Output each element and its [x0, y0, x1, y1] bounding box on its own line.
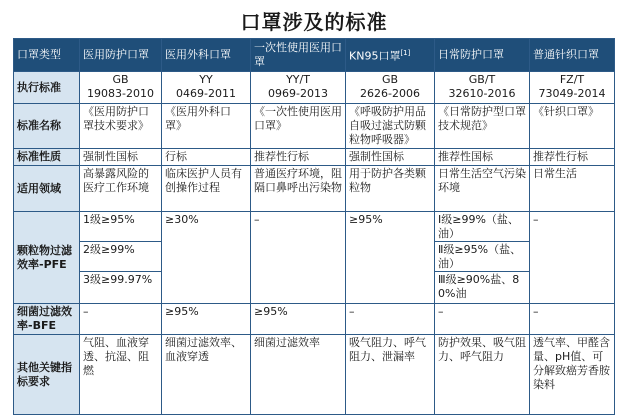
pfe-grade-1: Ⅰ级≥99%（盐、油） — [435, 212, 529, 242]
row-label-standard: 执行标准 — [14, 72, 80, 104]
header-row — [14, 39, 615, 72]
cell-nature: 推荐性国标 — [435, 149, 530, 166]
cell-pfe-grades — [435, 212, 530, 304]
pfe-grade-3: 3级≥99.97% — [83, 273, 153, 286]
cell-bfe: – — [435, 304, 530, 335]
cell-name: 《日常防护型口罩技术规范》 — [435, 104, 530, 149]
cell-other: 防护效果、吸气阻力、呼气阻力 — [435, 335, 530, 415]
cell-standard: GB/T 32610-2016 — [435, 72, 530, 104]
cell-standard: YY 0469-2011 — [162, 72, 251, 104]
row-name — [14, 104, 615, 149]
row-nature — [14, 149, 615, 166]
header-surgical: 医用外科口罩 — [162, 39, 251, 72]
cell-other: 细菌过滤效率、血液穿透 — [162, 335, 251, 415]
cell-other: 气阻、血液穿透、抗湿、阻燃 — [80, 335, 162, 415]
header-kn95 — [346, 39, 435, 72]
cell-bfe: – — [530, 304, 615, 335]
standards-table — [13, 38, 615, 415]
cell-standard: YY/T 0969-2013 — [251, 72, 346, 104]
header-disposable-medical: 一次性使用医用口罩 — [251, 39, 346, 72]
row-pfe — [14, 212, 615, 304]
pfe-grade-2: 2级≥99% — [80, 242, 161, 272]
header-kn95-label: KN95口罩 — [349, 49, 401, 63]
cell-nature: 强制性国标 — [346, 149, 435, 166]
pfe-grade-3: Ⅲ级≥90%盐、80%油 — [438, 273, 520, 300]
cell-pfe: – — [530, 212, 615, 304]
cell-bfe: – — [346, 304, 435, 335]
cell-other: 细菌过滤效率 — [251, 335, 346, 415]
cell-bfe: ≥95% — [162, 304, 251, 335]
header-mask-type: 口罩类型 — [14, 39, 80, 72]
header-medical-protective: 医用防护口罩 — [80, 39, 162, 72]
cell-pfe: – — [251, 212, 346, 304]
cell-name: 《医用外科口罩》 — [162, 104, 251, 149]
cell-field: 普通医疗环境，阻隔口鼻呼出污染物 — [251, 166, 346, 212]
cell-field: 日常生活 — [530, 166, 615, 212]
pfe-grade-2: Ⅱ级≥95%（盐、油） — [435, 242, 529, 272]
pfe-grade-1: 1级≥95% — [80, 212, 161, 242]
row-label-nature: 标准性质 — [14, 149, 80, 166]
cell-pfe: ≥30% — [162, 212, 251, 304]
cell-nature: 推荐性行标 — [251, 149, 346, 166]
page-title: 口罩涉及的标准 — [240, 10, 388, 34]
row-bfe — [14, 304, 615, 335]
cell-bfe: ≥95% — [251, 304, 346, 335]
cell-standard: GB 2626-2006 — [346, 72, 435, 104]
cell-name: 《一次性使用医用口罩》 — [251, 104, 346, 149]
header-kn95-footnote: [1] — [400, 49, 411, 58]
cell-field: 高暴露风险的医疗工作环境 — [80, 166, 162, 212]
cell-standard: FZ/T 73049-2014 — [530, 72, 615, 104]
cell-field: 日常生活空气污染环境 — [435, 166, 530, 212]
cell-name: 《针织口罩》 — [530, 104, 615, 149]
cell-field: 用于防护各类颗粒物 — [346, 166, 435, 212]
cell-nature: 推荐性行标 — [530, 149, 615, 166]
cell-field: 临床医护人员有创操作过程 — [162, 166, 251, 212]
cell-nature: 行标 — [162, 149, 251, 166]
row-field — [14, 166, 615, 212]
row-label-name: 标准名称 — [14, 104, 80, 149]
cell-other: 吸气阻力、呼气阻力、泄漏率 — [346, 335, 435, 415]
cell-nature: 强制性国标 — [80, 149, 162, 166]
cell-pfe-grades — [80, 212, 162, 304]
row-label-bfe: 细菌过滤效率-BFE — [14, 304, 80, 335]
cell-name: 《呼吸防护用品自吸过滤式防颗粒物呼吸器》 — [346, 104, 435, 149]
header-daily-protective: 日常防护口罩 — [435, 39, 530, 72]
cell-standard: GB 19083-2010 — [80, 72, 162, 104]
row-standard — [14, 72, 615, 104]
row-label-other: 其他关键指标要求 — [14, 335, 80, 415]
cell-pfe: ≥95% — [346, 212, 435, 304]
row-other — [14, 335, 615, 415]
row-label-pfe: 颗粒物过滤效率-PFE — [14, 212, 80, 304]
cell-other: 透气率、甲醛含量、pH值、可分解致癌芳香胺染料 — [530, 335, 615, 415]
cell-name: 《医用防护口罩技术要求》 — [80, 104, 162, 149]
header-knitted: 普通针织口罩 — [530, 39, 615, 72]
cell-bfe: – — [80, 304, 162, 335]
row-label-field: 适用领域 — [14, 166, 80, 212]
